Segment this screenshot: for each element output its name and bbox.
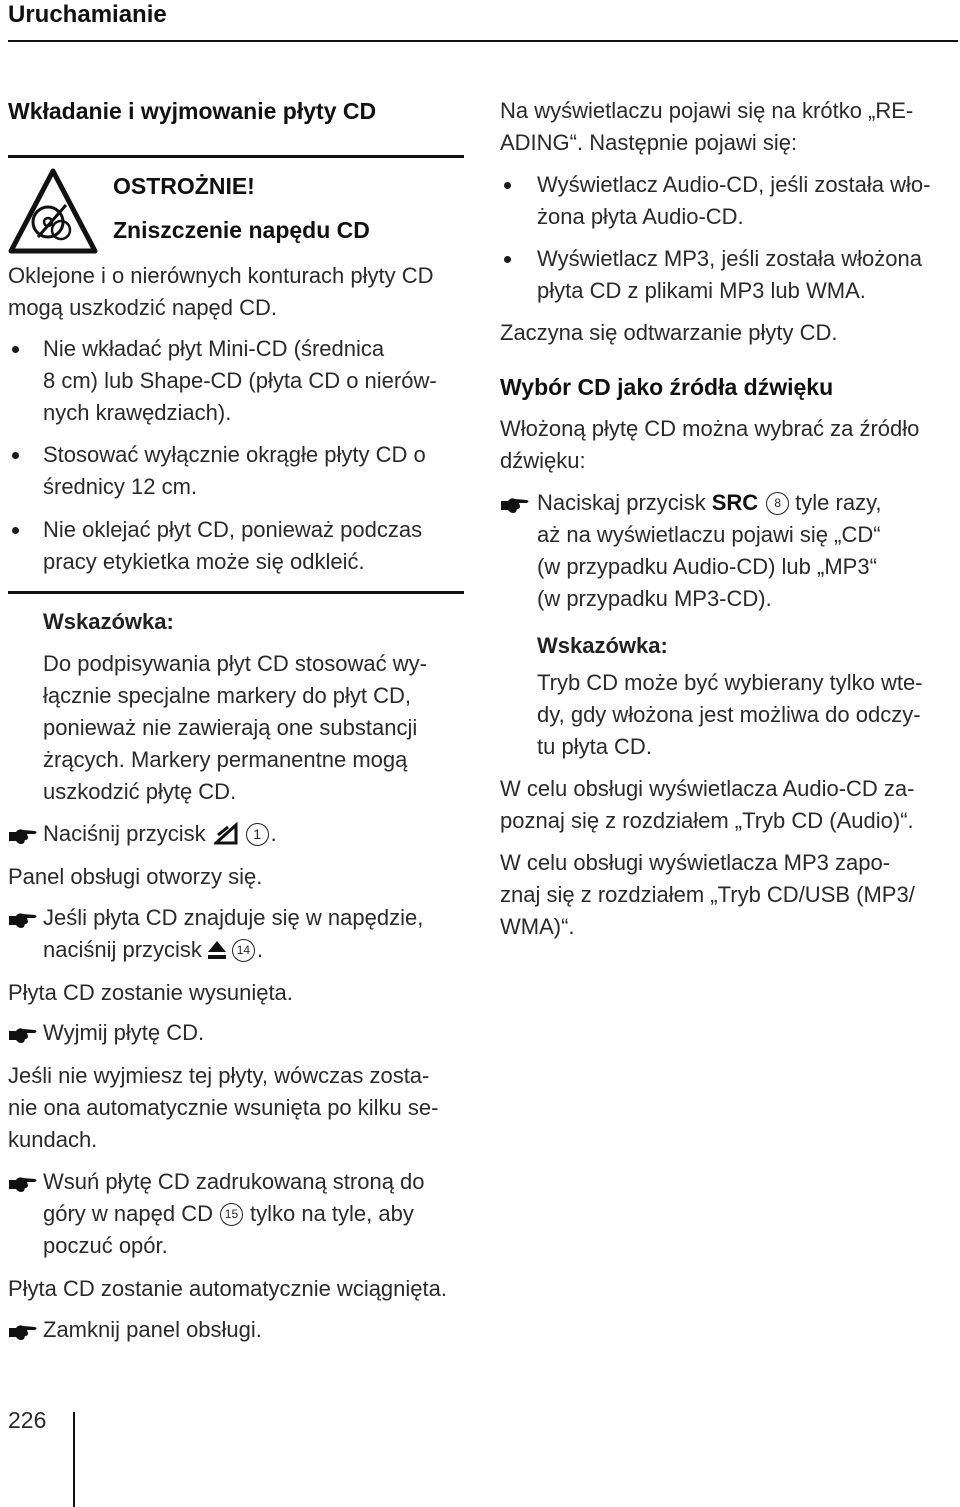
hint-line-3: ponieważ nie zawierają one substancji bbox=[43, 715, 418, 740]
step-2-line-1: Jeśli płyta CD znajduje się w napędzie, bbox=[43, 905, 424, 930]
hint-line-2: łącznie specjalne markery do płyt CD, bbox=[43, 683, 412, 708]
footer-rule bbox=[73, 1412, 75, 1507]
src-step-line-2: aż na wyświetlaczu pojawi się „CD“ bbox=[537, 522, 881, 547]
bullet-dot bbox=[12, 346, 19, 353]
src-step-pre: Naciskaj przycisk bbox=[537, 490, 706, 515]
hint-label: Wskazówka: bbox=[43, 609, 174, 634]
pointing-hand-icon bbox=[500, 495, 530, 515]
intro-line-2: ADING“. Następnie pojawi się: bbox=[500, 130, 798, 155]
step-4-text-b: tylko na tyle, aby bbox=[249, 1201, 414, 1226]
hint-label-right: Wskazówka: bbox=[537, 633, 668, 658]
step-5: Zamknij panel obsługi. bbox=[43, 1317, 262, 1342]
display-bullet-1-line-1: Wyświetlacz Audio-CD, jeśli została wło- bbox=[537, 172, 931, 197]
step-1-text: Naciśnij przycisk bbox=[43, 821, 206, 846]
para-3-line-2: nie ona automatycznie wsunięta po kilku se- bbox=[8, 1095, 439, 1120]
callout-number: 15 bbox=[220, 1203, 243, 1226]
caution-rule-bottom bbox=[8, 591, 464, 594]
callout-number: 8 bbox=[766, 492, 789, 515]
section-title-source: Wybór CD jako źródła dźwięku bbox=[500, 374, 834, 400]
caution-bullet-2-line-2: średnicy 12 cm. bbox=[43, 474, 198, 499]
caution-bullet-3-line-2: pracy etykietka może się odkleić. bbox=[43, 549, 365, 574]
src-step-line-1 bbox=[537, 487, 882, 519]
caution-bullet-1-line-2: 8 cm) lub Shape-CD (płyta CD o nierów- bbox=[43, 368, 437, 393]
page-number: 226 bbox=[8, 1407, 47, 1433]
hint-right-line-3: tu płyta CD. bbox=[537, 734, 652, 759]
result-1: Panel obsługi otworzy się. bbox=[8, 864, 263, 889]
hint-line-5: uszkodzić płytę CD. bbox=[43, 779, 237, 804]
step-4-text-a: góry w napęd CD bbox=[43, 1201, 213, 1226]
warning-cd-icon bbox=[8, 167, 98, 255]
display-bullet-2-line-1: Wyświetlacz MP3, jeśli została włożona bbox=[537, 246, 922, 271]
eject-icon bbox=[206, 939, 228, 961]
section-title: Wkładanie i wyjmowanie płyty CD bbox=[8, 98, 377, 124]
step-2-line-2 bbox=[43, 934, 263, 966]
step-4-line-1: Wsuń płytę CD zadrukowaną stroną do bbox=[43, 1169, 425, 1194]
display-bullet-2-line-2: płyta CD z plikami MP3 lub WMA. bbox=[537, 278, 866, 303]
result-4: Płyta CD zostanie automatycznie wciągnięta. bbox=[8, 1276, 447, 1301]
pointing-hand-icon bbox=[8, 1322, 38, 1342]
caution-subtitle: Zniszczenie napędu CD bbox=[113, 217, 370, 243]
hint-line-1: Do podpisywania płyt CD stosować wy- bbox=[43, 651, 427, 676]
para-audio-line-2: poznaj się z rozdziałem „Tryb CD (Audio)“. bbox=[500, 808, 914, 833]
caution-label: OSTROŻNIE! bbox=[113, 173, 255, 199]
para-audio-line-1: W celu obsługi wyświetlacza Audio-CD za- bbox=[500, 776, 915, 801]
para-mp3-line-2: znaj się z rozdziałem „Tryb CD/USB (MP3/ bbox=[500, 882, 915, 907]
pointing-hand-icon bbox=[8, 826, 38, 846]
intro-line-1: Na wyświetlaczu pojawi się na krótko „RE- bbox=[500, 98, 914, 123]
header-rule bbox=[8, 40, 958, 42]
caution-bullet-3-line-1: Nie oklejać płyt CD, ponieważ podczas bbox=[43, 517, 423, 542]
para-mp3-line-1: W celu obsługi wyświetlacza MP3 zapo- bbox=[500, 850, 891, 875]
pointing-hand-icon bbox=[8, 1025, 38, 1045]
page-header: Uruchamianie bbox=[8, 1, 167, 28]
step-4-line-3: poczuć opór. bbox=[43, 1233, 168, 1258]
result-2: Płyta CD zostanie wysunięta. bbox=[8, 980, 293, 1005]
bullet-dot bbox=[12, 452, 19, 459]
step-2-text: naciśnij przycisk bbox=[43, 937, 202, 962]
step-2-end: . bbox=[256, 937, 264, 962]
select-line-2: dźwięku: bbox=[500, 448, 586, 473]
para-3-line-1: Jeśli nie wyjmiesz tej płyty, wówczas zosta- bbox=[8, 1063, 430, 1088]
src-step-line-4: (w przypadku MP3-CD). bbox=[537, 586, 772, 611]
src-step-line-3: (w przypadku Audio-CD) lub „MP3“ bbox=[537, 554, 877, 579]
bullet-dot bbox=[12, 527, 19, 534]
caution-rule-top bbox=[8, 155, 464, 158]
callout-number: 1 bbox=[246, 823, 269, 846]
display-bullet-1-line-2: żona płyta Audio-CD. bbox=[537, 204, 744, 229]
step-1-end: . bbox=[270, 821, 277, 846]
select-line-1: Włożoną płytę CD można wybrać za źródło bbox=[500, 416, 920, 441]
hint-right-line-2: dy, gdy włożona jest możliwa do odczy- bbox=[537, 702, 921, 727]
step-1 bbox=[43, 818, 277, 850]
caution-bullet-2-line-1: Stosować wyłącznie okrągłe płyty CD o bbox=[43, 442, 426, 467]
callout-number: 14 bbox=[232, 939, 255, 962]
step-3: Wyjmij płytę CD. bbox=[43, 1020, 205, 1045]
step-4-line-2 bbox=[43, 1198, 414, 1230]
caution-text-1: Oklejone i o nierównych konturach płyty CD bbox=[8, 263, 434, 288]
hint-line-4: żrących. Markery permanentne mogą bbox=[43, 747, 408, 772]
caution-bullet-1-line-1: Nie wkładać płyt Mini-CD (średnica bbox=[43, 336, 385, 361]
playback-text: Zaczyna się odtwarzanie płyty CD. bbox=[500, 320, 838, 345]
para-mp3-line-3: WMA)“. bbox=[500, 914, 575, 939]
caution-bullet-1-line-3: nych krawędziach). bbox=[43, 400, 232, 425]
hint-right-line-1: Tryb CD może być wybierany tylko wte- bbox=[537, 670, 923, 695]
caution-text-2: mogą uszkodzić napęd CD. bbox=[8, 295, 278, 320]
para-3-line-3: kundach. bbox=[8, 1127, 98, 1152]
bullet-dot bbox=[504, 256, 511, 263]
bullet-dot bbox=[504, 182, 511, 189]
pointing-hand-icon bbox=[8, 1174, 38, 1194]
src-key-label: SRC bbox=[711, 490, 759, 515]
pointing-hand-icon bbox=[8, 910, 38, 930]
open-panel-icon bbox=[214, 821, 240, 847]
src-step-post: tyle razy, bbox=[795, 490, 882, 515]
